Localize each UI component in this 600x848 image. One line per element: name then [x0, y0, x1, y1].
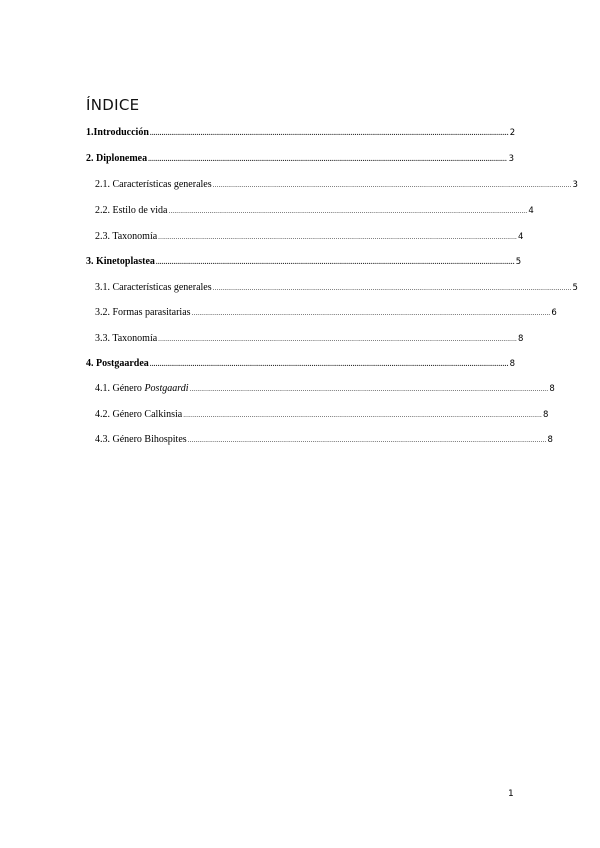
toc-entry-page: 3	[572, 180, 578, 190]
toc-entry-genero-bihospites[interactable]	[95, 433, 553, 447]
toc-entry-diplonemea-caracteristicas[interactable]	[95, 178, 578, 192]
toc-leader-dots: ........................................................................................................................................................................................	[212, 181, 572, 189]
toc-entry-label: 3. Kinetoplastea	[86, 256, 155, 267]
toc-entry-page: 5	[515, 257, 522, 267]
toc-leader-dots: ........................................................................................................................................................................................	[187, 436, 547, 444]
toc-entry-label: 1.Introducción	[86, 127, 149, 138]
toc-entry-label: 2.2. Estilo de vida	[95, 205, 168, 216]
toc-entry-label: 4.2. Género Calkinsia	[95, 409, 183, 420]
toc-leader-dots: ........................................................................................................................................................................................	[149, 129, 509, 137]
toc-entry-kinetoplastea-taxonomia[interactable]	[95, 332, 524, 346]
toc-leader-dots: ........................................................................................................................................................................................	[191, 309, 551, 317]
toc-entry-page: 6	[551, 308, 557, 318]
toc-entry-label	[95, 382, 189, 396]
toc-leader-dots: ........................................................................................................................................................................................	[158, 335, 517, 343]
toc-entry-page: 4	[517, 232, 524, 242]
toc-entry-diplonemea[interactable]	[86, 152, 514, 166]
toc-entry-label: 3.2. Formas parasitarias	[95, 307, 191, 318]
toc-leader-dots: ........................................................................................................................................................................................	[189, 385, 549, 393]
toc-entry-label: 4.3. Género Bihospites	[95, 434, 187, 445]
toc-leader-dots: ........................................................................................................................................................................................	[155, 258, 515, 266]
toc-leader-dots: ........................................................................................................................................................................................	[148, 155, 507, 163]
toc-entry-label: 2.3. Taxonomía	[95, 231, 158, 242]
toc-leader-dots: ........................................................................................................................................................................................	[158, 233, 517, 241]
toc-entry-estilo-de-vida[interactable]	[95, 204, 534, 218]
toc-heading: ÍNDICE	[86, 96, 140, 114]
footer-page-number: 1	[508, 789, 514, 799]
toc-leader-dots: ........................................................................................................................................................................................	[168, 207, 528, 215]
toc-entry-page: 8	[509, 359, 516, 369]
toc-entry-label: 3.1. Características generales	[95, 282, 212, 293]
toc-entry-label: 3.3. Taxonomía	[95, 333, 158, 344]
toc-entry-page: 3	[508, 154, 514, 164]
toc-entry-page: 8	[543, 410, 549, 420]
toc-entry-label-prefix: 4.1. Género	[95, 383, 145, 394]
toc-entry-formas-parasitarias[interactable]	[95, 306, 557, 320]
toc-entry-label: 2.1. Características generales	[95, 179, 212, 190]
toc-entry-genero-calkinsia[interactable]	[95, 408, 549, 422]
toc-entry-genero-postgaardi[interactable]	[95, 382, 555, 396]
toc-leader-dots: ........................................................................................................................................................................................	[149, 360, 509, 368]
toc-entry-introduccion[interactable]	[86, 126, 514, 140]
toc-entry-label-italic: Postgaardi	[144, 383, 189, 394]
toc-entry-page: 2	[509, 128, 516, 138]
toc-entry-label: 2. Diplonemea	[86, 153, 148, 164]
toc-entry-page: 8	[517, 334, 524, 344]
toc-entry-page: 5	[572, 283, 578, 293]
toc-entry-label: 4. Postgaardea	[86, 358, 149, 369]
toc-leader-dots: ........................................................................................................................................................................................	[212, 284, 572, 292]
toc-entry-page: 4	[528, 206, 534, 216]
toc-entry-kinetoplastea[interactable]	[86, 255, 522, 269]
toc-entry-page: 8	[547, 435, 553, 445]
toc-entry-page: 8	[549, 384, 555, 394]
toc-entry-diplonemea-taxonomia[interactable]	[95, 230, 524, 244]
toc-entry-kinetoplastea-caracteristicas[interactable]	[95, 281, 578, 295]
toc-entry-postgaardea[interactable]	[86, 357, 514, 371]
toc-leader-dots: ........................................................................................................................................................................................	[183, 411, 543, 419]
